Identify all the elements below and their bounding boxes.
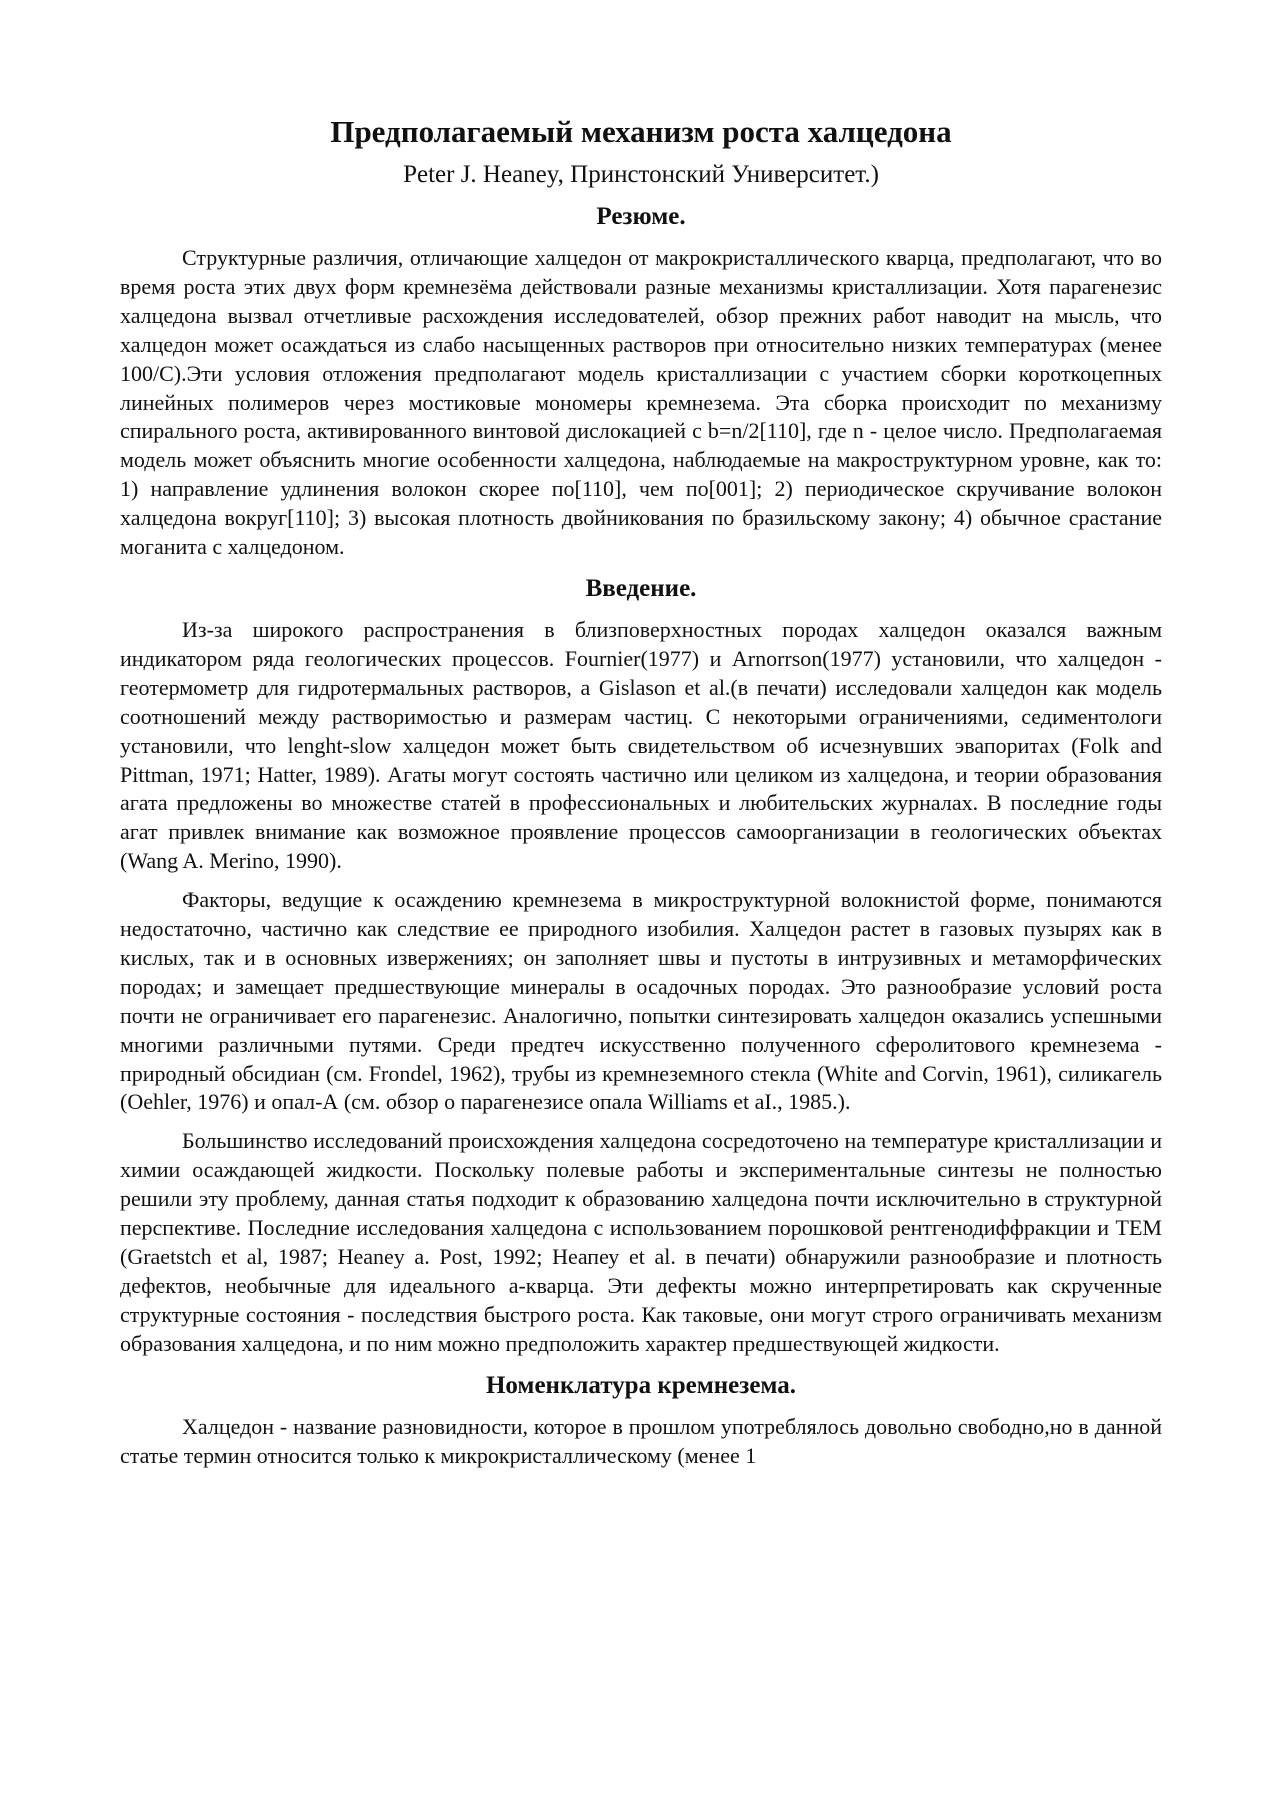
author-line: Peter J. Heaney, Принстонский Университет.) [403,161,879,188]
nomenclature-paragraph: Халцедон - название разновидности, которое в прошлом употреблялось довольно свободно,но в данной статье термин относится только к микрокристаллическому (менее 1 [120,1413,1162,1468]
page-title: Предполагаемый механизм роста халцедона [330,114,952,149]
introduction-paragraph-2: Факторы, ведущие к осаждению кремнезема в микроструктурной волокнистой форме, понимаются недостаточно, частично как следствие ее природного изобилия. Халцедон растет в газовых пузырях как в кислых, так и в основных извержениях; он заполняет швы и пустоты в интрузивных и метаморфических породах; и замещает предшествующие минералы в осадочных породах. Это разнообразие условий роста почти не ограничивает его парагенезис. Аналогично, попытки синтезировать халцедон оказались успешными многими различными путями. Среди предтеч искусственно полученного сферолитового кремнезема - природный обсидиан (см. Frondel, 1962), трубы из кремнеземного стекла (White and Corvin, 1961), силикагель (Oehler, 1976) и опал-А (см. обзор о парагенезисе опала Williams et aI., 1985.). [120,887,1162,1115]
abstract-paragraph: Структурные различия, отличающие халцедон от макрокристаллического кварца, предполагают, что во время роста этих двух форм кремнезёма действовали разные механизмы кристаллизации. Хотя парагенезис халцедона вызвал отчетливые расхождения исследователей, обзор прежних работ наводит на мысль, что халцедон может осаждаться из слабо насыщенных растворов при относительно низких температурах (менее 100/С).Эти условия отложения предполагают модель кристаллизации с участием сборки короткоцепных линейных полимеров через мостиковые мономеры кремнезема. Эта сборка происходит по механизму спирального роста, активированного винтовой дислокацией с b=n/2[110], где n - целое число. Предполагаемая модель может объяснить многие особенности халцедона, наблюдаемые на макроструктурном уровне, как то: 1) направление удлинения волокон скорее по[110], чем по[001]; 2) периодическое скручивание волокон халцедона вокруг[110]; 3) высокая плотность двойникования по бразильскому закону; 4) обычное срастание моганита с халцедоном. [120,245,1162,560]
section-heading-introduction: Введение. [585,574,697,602]
introduction-paragraph-1: Из-за широкого распространения в близповерхностных породах халцедон оказался важным индикатором ряда геологических процессов. Fournier(1977) и Arnorrson(1977) установили, что халцедон - геотермометр для гидротермальных растворов, а Gislason et al.(в печати) исследовали халцедон как модель соотношений между растворимостью и размерам частиц. С некоторыми ограничениями, седиментологи установили, что lenght-slow халцедон может быть свидетельством об исчезнувших эвапоритах (Folk and Pittman, 1971; Hatter, 1989). Агаты могут состоять частично или целиком из халцедона, и теории образования агата предложены во множестве статей в профессиональных и любительских журналах. В последние годы агат привлек внимание как возможное проявление процессов самоорганизации в геологических объектах (Wang A. Merino, 1990). [120,616,1162,874]
introduction-paragraph-3: Большинство исследований происхождения халцедона сосредоточено на температуре кристаллизации и химии осаждающей жидкости. Поскольку полевые работы и экспериментальные синтезы не полностью решили эту проблему, данная статья подходит к образованию халцедона почти исключительно в структурной перспективе. Последние исследования халцедона с использованием порошковой рентгенодиффракции и TEM (Graetstch et al, 1987; Heaney a. Post, 1992; Heапеу et al. в печати) обнаружили разнообразие и плотность дефектов, необычные для идеального а-кварца. Эти дефекты можно интерпретировать как скрученные структурные состояния - последствия быстрого роста. Как таковые, они могут строго ограничивать механизм образования халцедона, и по ним можно предположить характер предшествующей жидкости. [120,1128,1162,1356]
section-heading-abstract: Резюме. [596,203,686,230]
section-heading-nomenclature: Номенклатура кремнезема. [485,1371,797,1399]
document-page [120,112,1162,1480]
